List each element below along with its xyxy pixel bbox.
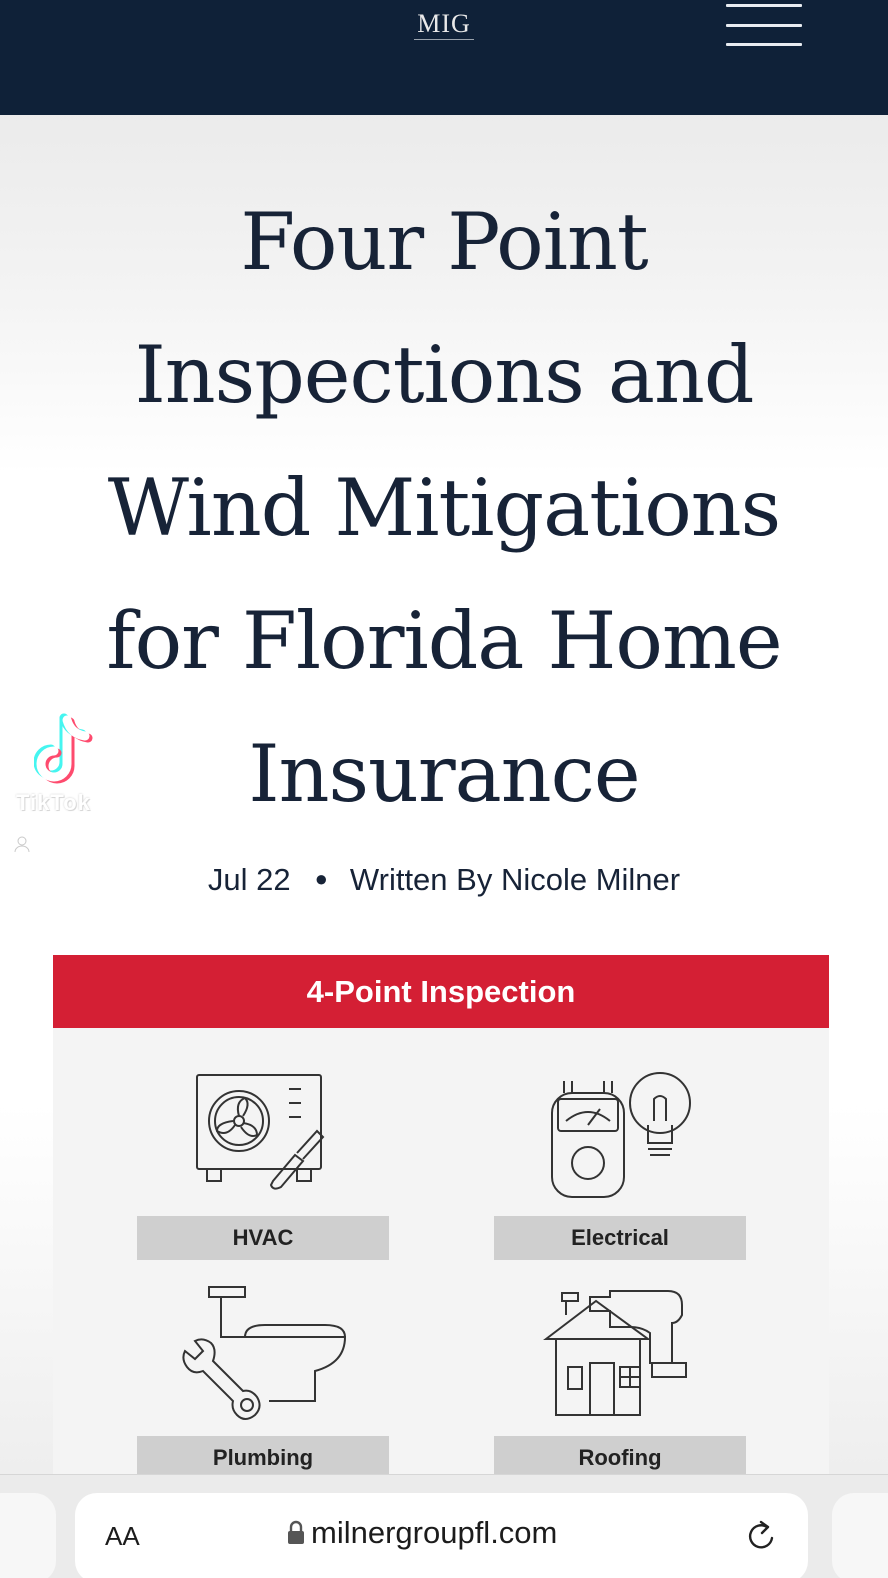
infographic-label: HVAC	[137, 1216, 389, 1260]
infographic-heading: 4-Point Inspection	[53, 955, 829, 1028]
infographic-label: Electrical	[494, 1216, 746, 1260]
text-size-button[interactable]: AA	[105, 1521, 140, 1551]
electrical-icon	[530, 1063, 710, 1203]
user-icon	[14, 836, 30, 852]
separator-dot: ●	[314, 866, 328, 891]
hvac-icon	[173, 1063, 353, 1203]
url-text[interactable]	[287, 1515, 557, 1551]
title-line: for Florida Home	[106, 595, 782, 687]
plumbing-icon	[173, 1283, 353, 1423]
menu-bar	[726, 24, 802, 27]
next-tab-pill[interactable]	[832, 1493, 888, 1578]
title-line: Inspections and	[134, 329, 754, 421]
browser-address-bar	[0, 1474, 888, 1578]
tiktok-handle	[14, 836, 30, 855]
menu-bar	[726, 4, 802, 7]
previous-tab-pill[interactable]	[0, 1493, 56, 1578]
four-point-infographic	[53, 955, 829, 1485]
tiktok-watermark	[14, 712, 184, 862]
lock-icon	[287, 1519, 305, 1545]
site-header	[0, 0, 888, 115]
reload-icon[interactable]	[745, 1519, 779, 1553]
url-value: milnergroupfl.com	[311, 1515, 558, 1550]
article-meta	[0, 862, 888, 898]
tiktok-wordmark: TikTok	[16, 790, 91, 815]
publish-date: Jul 22	[207, 862, 291, 897]
infographic-label: Roofing	[494, 1436, 746, 1480]
url-field[interactable]	[75, 1493, 808, 1578]
title-line: Four Point	[240, 196, 648, 288]
tiktok-icon	[34, 712, 98, 790]
roofing-icon	[530, 1283, 710, 1423]
infographic-label: Plumbing	[137, 1436, 389, 1480]
hamburger-menu-icon[interactable]	[726, 2, 802, 48]
title-line: Wind Mitigations	[107, 462, 781, 554]
menu-bar	[726, 43, 802, 46]
logo-tagline-rule	[414, 39, 474, 41]
logo-text: MIG	[417, 9, 471, 38]
title-line: Insurance	[248, 728, 640, 820]
author-byline: Written By Nicole Milner	[349, 862, 681, 897]
